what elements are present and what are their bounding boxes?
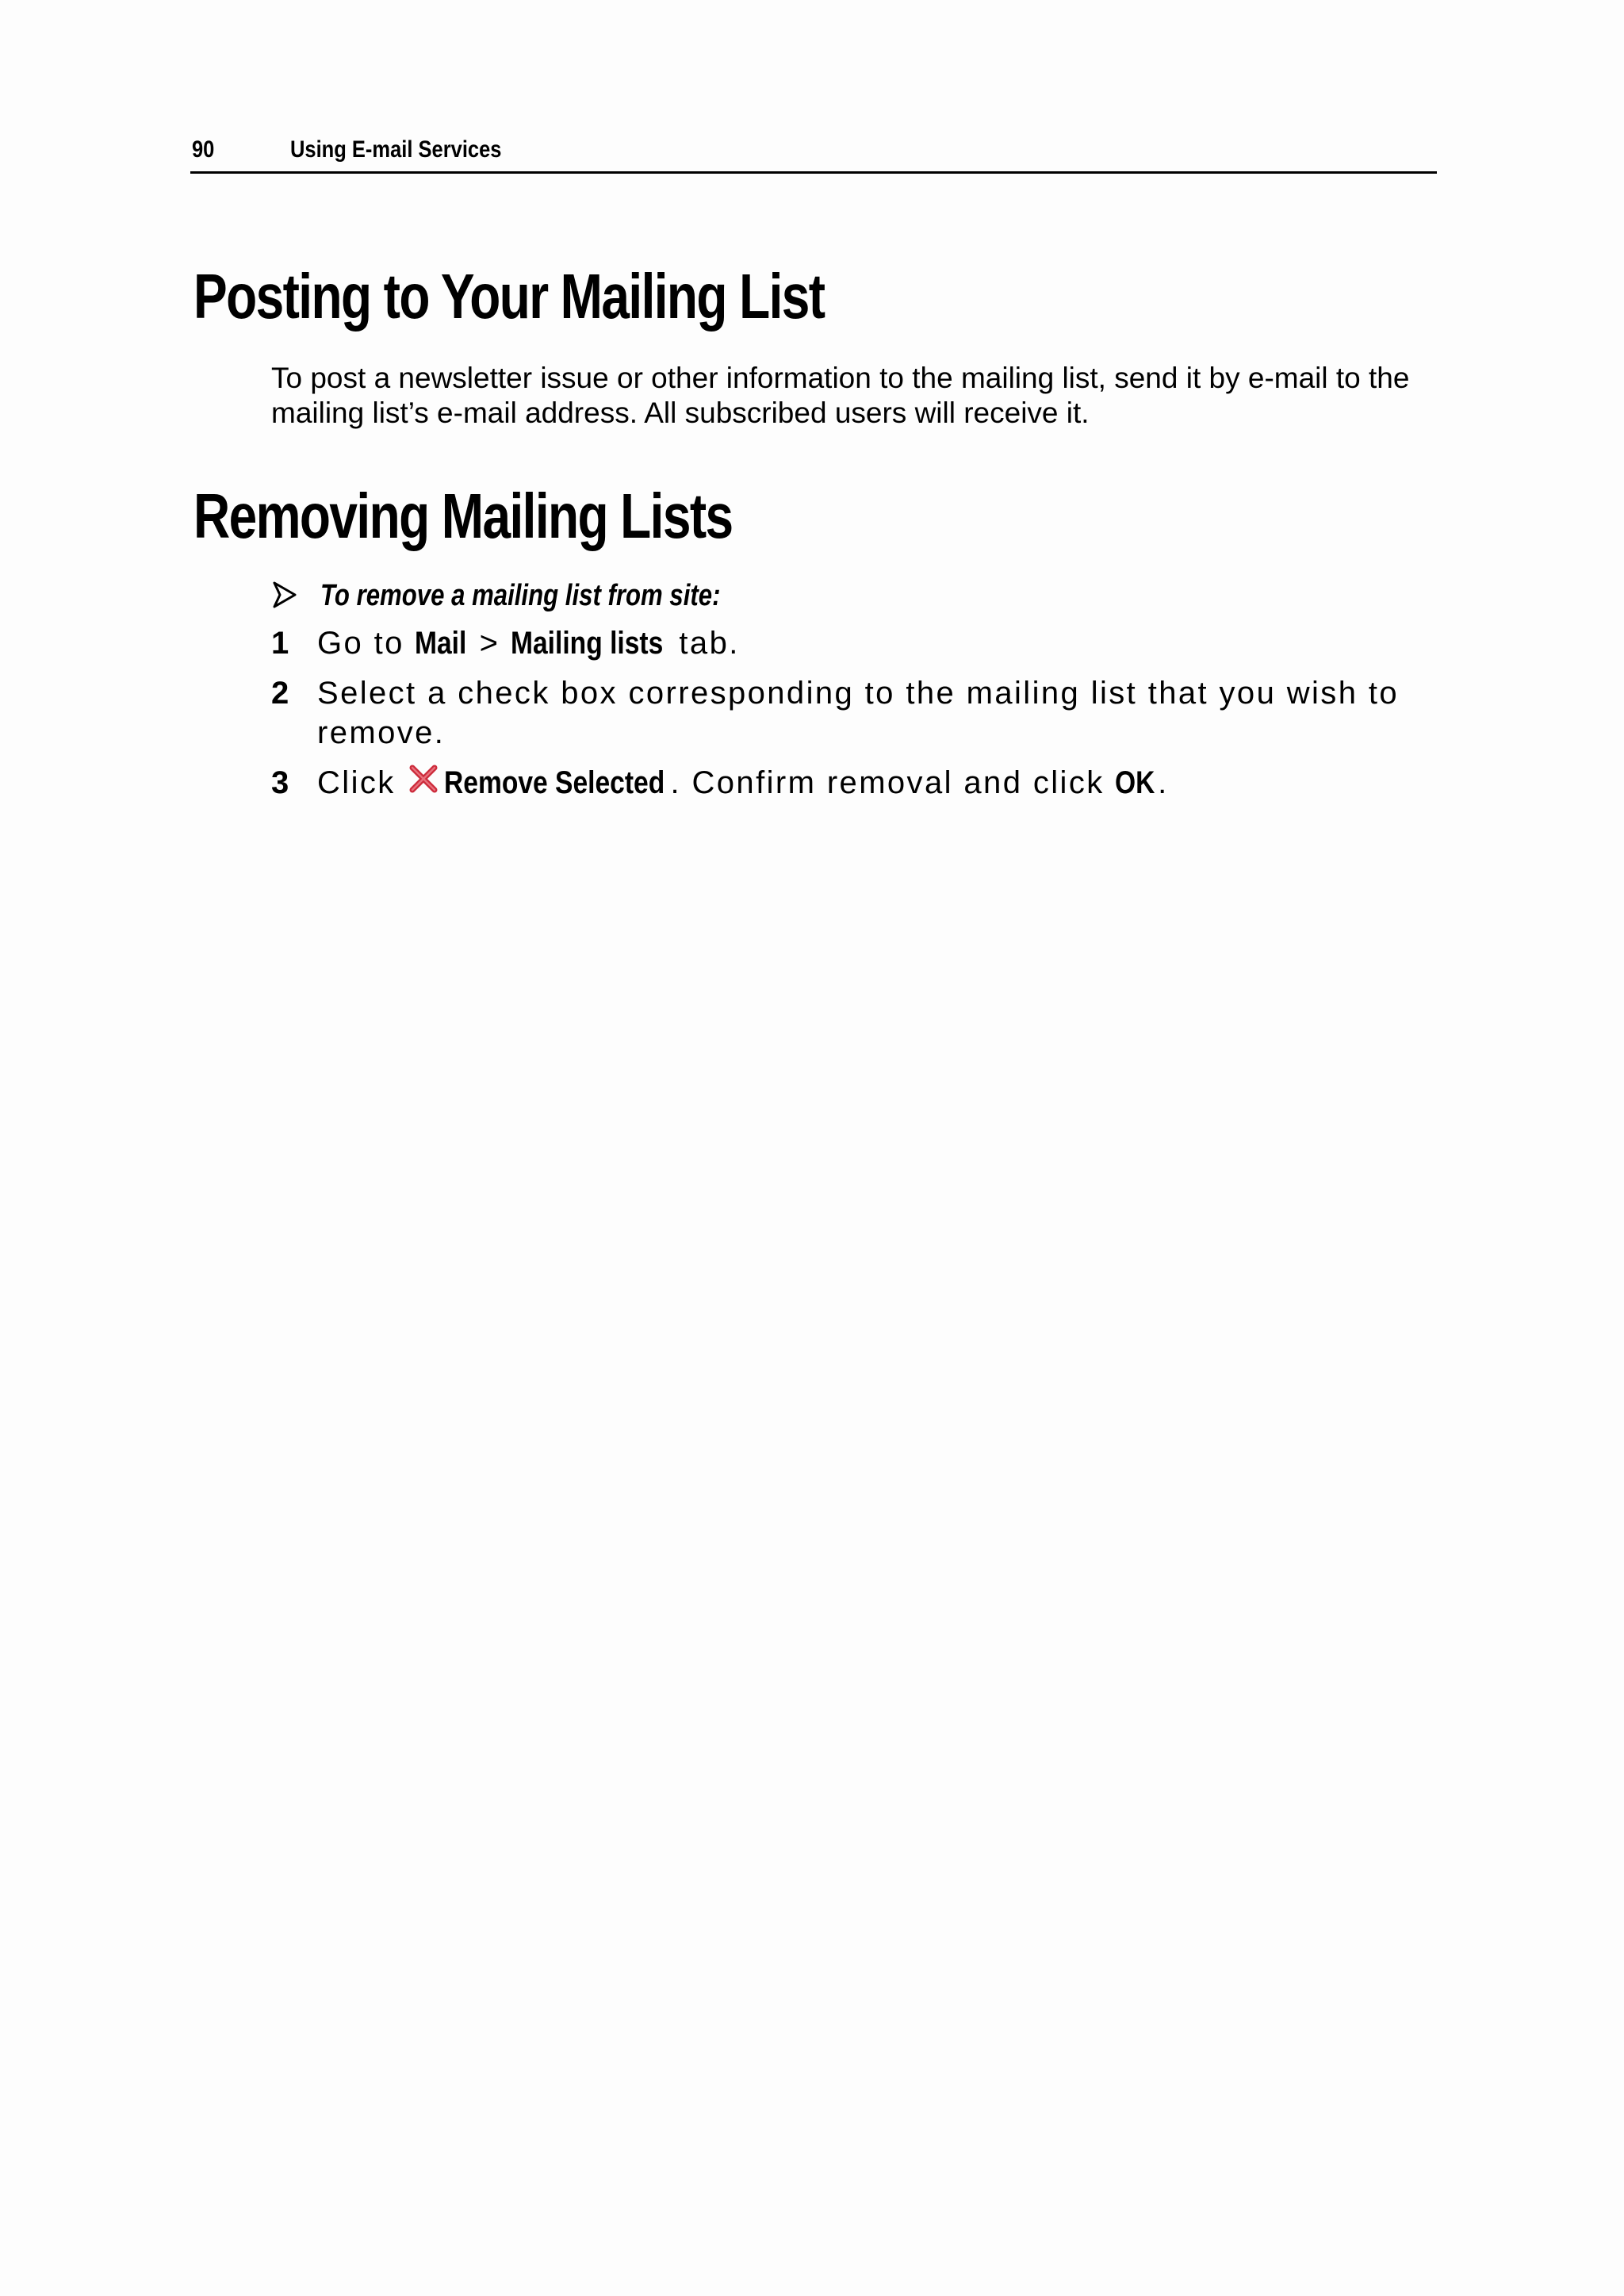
ui-term-mailing-lists: Mailing lists [510,626,664,661]
step-item [271,673,1445,753]
step-text-middle: . Confirm removal and click [670,765,1116,800]
chapter-title: Using E-mail Services [290,136,502,163]
ui-term-remove-selected: Remove Selected [444,765,665,800]
step-text-after: . [1158,765,1169,800]
ui-term-ok: OK [1115,765,1155,800]
arrow-bullet-icon [273,581,297,608]
procedure-block [271,579,1445,813]
step-text-after: tab. [668,626,740,661]
procedure-title-text: To remove a mailing list from site: [320,579,721,612]
step-text: Go to [317,626,416,661]
step-number: 3 [271,765,289,800]
step-item [271,763,1445,803]
step-text: Click [317,765,407,800]
step-item [271,623,1445,663]
section-heading-removing: Removing Mailing Lists [193,481,733,551]
step-number: 2 [271,676,289,711]
running-header [190,133,1437,174]
procedure-title [271,579,1445,623]
page-number: 90 [192,136,215,163]
step-separator: > [469,626,511,661]
remove-x-icon [408,763,439,795]
step-text: Select a check box corresponding to the mailing list that you wish to remove. [317,676,1400,750]
step-number: 1 [271,626,289,661]
section-heading-posting: Posting to Your Mailing List [193,261,825,332]
procedure-steps [271,623,1445,803]
ui-term-mail: Mail [415,626,467,661]
posting-paragraph: To post a newsletter issue or other information to the mailing list, send it by e-mail to the mailing list’s e-mail address. All subscribed users will receive it. [271,362,1410,429]
